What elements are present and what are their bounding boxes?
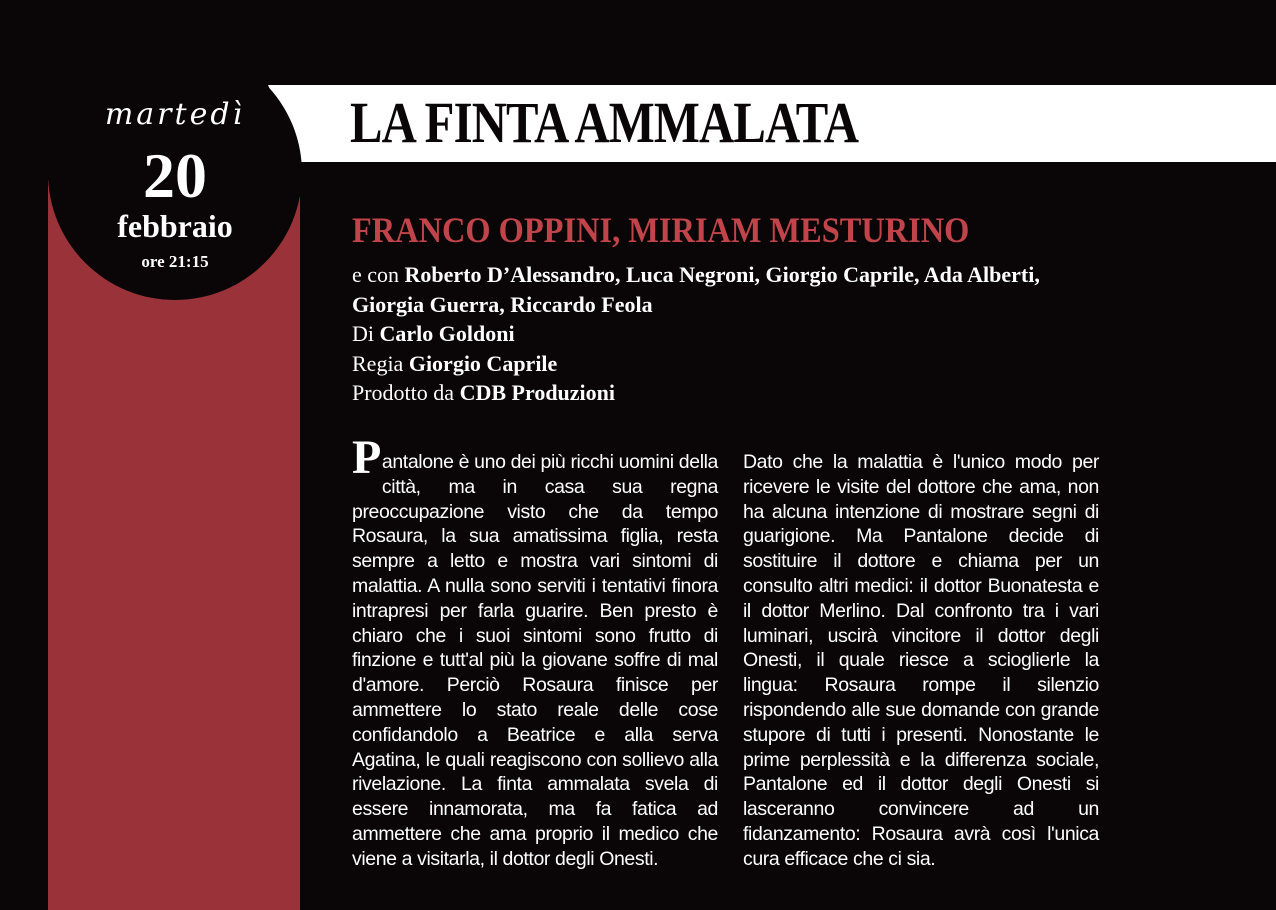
event-month: febbraio <box>117 208 233 244</box>
author-line <box>352 319 1112 349</box>
synopsis-text-1: antalone è uno dei più ricchi uomini della città, ma in casa sua regna preoccupazione visto che da tempo Rosaura, la sua amatissima figlia, resta sempre a letto e mostra vari sintomi di malattia. A nulla sono serviti i tentativi finora intrapresi per farla guarire. Ben presto è chiaro che i suoi sintomi sono frutto di finzione e tutt'al più la giovane soffre di mal d'amore. Perciò Rosaura finisce per ammettere lo stato reale delle cose confidandolo a Beatrice e alla serva Agatina, le quali reagiscono con sollievo alla rivelazione. La finta ammalata svela di essere innamorata, ma fa fatica ad ammettere che ama proprio il medico che viene a visitarla, il dottor degli Onesti. <box>352 451 718 870</box>
synopsis-text-2: Dato che la malattia è l'unico modo per ricevere le visite del dottore che ama, non ha alcuna intenzione di mostrare segni di guarigione. Ma Pantalone decide di sostituire il dottore e chiama per un consulto altri medici: il dottor Buonatesta e il dottor Merlino. Dal confronto tra i vari luminari, uscirà vincitore il dottor degli Onesti, il quale riesce a scioglierle la lingua: Rosaura rompe il silenzio rispondendo alle sue domande con grande stupore di tutti i presenti. Nonostante le prime perplessità e la differenza sociale, Pantalone ed il dottor degli Onesti si lasceranno convincere ad un fidanzamento: Rosaura avrà così l'unica cura efficace che ci sia. <box>743 451 1099 870</box>
synopsis-column-2 <box>743 450 1099 872</box>
author-prefix: Di <box>352 321 380 346</box>
event-time: ore 21:15 <box>141 252 209 271</box>
cast-names-2: Giorgia Guerra, Riccardo Feola <box>352 291 653 317</box>
cast-prefix: e con <box>352 262 405 287</box>
producer-line <box>352 378 1112 408</box>
producer-name: CDB Produzioni <box>459 380 616 405</box>
author-name: Carlo Goldoni <box>379 321 515 346</box>
cast-line-2 <box>352 290 1112 320</box>
event-weekday: martedì <box>104 97 246 132</box>
event-day: 20 <box>143 140 207 211</box>
director-line <box>352 349 1112 379</box>
director-name: Giorgio Caprile <box>408 350 558 376</box>
date-badge <box>48 46 302 300</box>
director-prefix: Regia <box>352 350 409 376</box>
drop-cap: P <box>352 431 381 484</box>
producer-prefix: Prodotto da <box>352 380 460 405</box>
lead-cast: FRANCO OPPINI, MIRIAM MESTURINO <box>352 210 970 250</box>
credits-block <box>352 260 1112 408</box>
synopsis-column-1 <box>352 431 718 872</box>
cast-line-1 <box>352 260 1112 290</box>
show-title: LA FINTA AMMALATA <box>350 90 859 155</box>
cast-names-1: Roberto D’Alessandro, Luca Negroni, Giorgio Caprile, Ada Alberti, <box>404 262 1040 287</box>
